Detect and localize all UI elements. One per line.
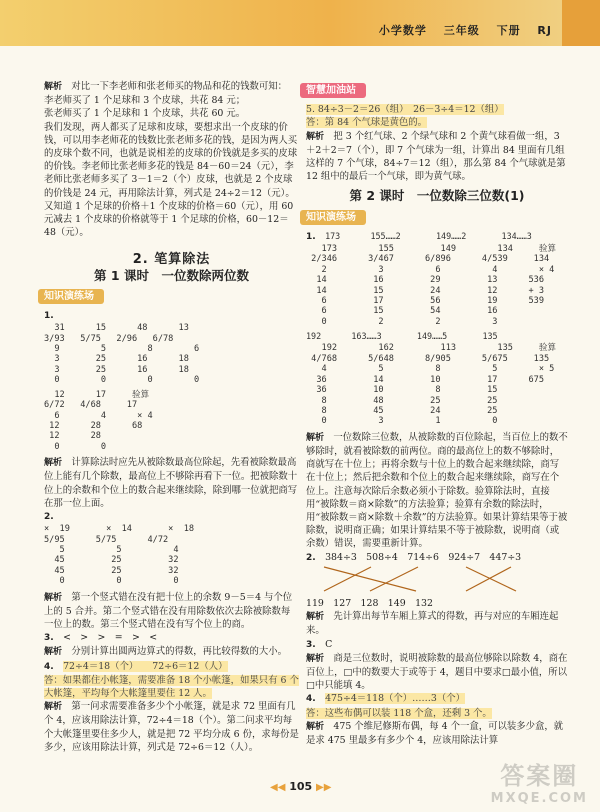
analysis-4: [44, 700, 299, 754]
prev-arrow-icon: ◀◀: [270, 782, 286, 793]
watermark-line-2: MXQE.COM: [490, 791, 588, 806]
analysis-3: [44, 645, 299, 659]
label: 解析: [44, 702, 63, 713]
lesson1-title: 第 1 课时 一位数除两位数: [94, 267, 249, 283]
q4: [44, 660, 299, 674]
match-line: [324, 567, 416, 591]
label: 解析: [306, 721, 325, 732]
r-analysis-top-text: 把 3 个红气球、2 个绿气球和 2 个黄气球看做一组，3＋2＋2＝7（个），即 7 个气球为一组，计算出 84 里面有几组这样的 7 个气球，84÷7＝12（组），那么第 84 个气球就是第 12 组中的最后一个气球，即为黄气球。: [306, 130, 566, 183]
analysis-1-text: 计算除法时应先从被除数最高位除起，先看被除数最高位上能有几个除数，最高位上不够除再看下一位。把被除数十位上的余数和个位上的数合起来继续除，除到哪一位就把商写在那一位上面。: [44, 457, 298, 509]
match-line: [370, 567, 418, 591]
r-q5: 5. 84÷3－2＝26（组） 26－3÷4＝12（组）: [306, 104, 504, 116]
header-term: 下册: [496, 24, 521, 37]
r-analysis-2: [306, 610, 568, 637]
calc-block-1b: 9 5 8 6 3 25 16 18 3 25 16 18 0 0 0 0: [54, 344, 200, 386]
page-header: [367, 22, 552, 38]
right-column: [306, 80, 568, 747]
r-row1-heads: 173 155……2 149……2 134……3: [325, 230, 532, 241]
q4-label: 4.: [44, 661, 54, 672]
bonus-banner: 智慧加油站: [300, 83, 366, 98]
r-q3-text: C: [325, 638, 333, 650]
r-analysis-1: [306, 431, 568, 551]
calc-block-3: × 19 × 14 × 18 5/95 5/75 4/72 5 5 4 45 25 32 45 25 32 0 0 0: [44, 524, 195, 587]
watermark-line-1: 答案圈: [500, 762, 579, 790]
r-q2-items: 384÷3 508÷4 714÷6 924÷7 447÷3: [325, 551, 522, 563]
q4-text-2: 答：如果都住小帐篷，需要准备 18 个小帐篷，如果只有 6 个大帐篷，平均每个大帐篷里要住 12 人。: [44, 674, 299, 699]
q4-text-1: 72÷4＝18（个） 72÷6＝12（人）: [63, 660, 228, 672]
q3-text: < > > = > <: [63, 632, 158, 644]
intro-line-4: 我们发现，两人都买了足球和皮球，要想求出一个皮球的价钱，可以用李老师花的钱数比张老师多花的钱，是因为两人买的皮球个数不同，也就是说相差的皮球的价钱就是多买的皮球的价钱。李老师比张老师多花的钱是 84－60＝24（元），李老师比张老师多买了 3－1＝2（个）皮球，也就是 2 个皮球的价钱是 24 元，再用除法计算，列式是 24÷2＝12（元）。又知道 1 个足球的价格＋1 个皮球的价格＝60（元），用 60 元减去 1 个皮球的价格就等于 1 个足球的价格，60－12＝48（元）。: [44, 121, 298, 239]
r-analysis-4-text: 475 个维尼修斯布偶，每 4 个一盒，可以装多少盒，就是求 475 里最多有多少个 4，应该用除法计算: [306, 720, 564, 746]
r-row2-heads: 192 163……3 149……5 135: [306, 331, 498, 342]
label: 解析: [44, 592, 63, 603]
next-arrow-icon: ▶▶: [316, 782, 332, 793]
intro-line-2: 李老师买了 1 个足球和 3 个皮球，共花 84 元；: [44, 95, 246, 107]
r-q2-bottom: 119 127 128 149 132: [306, 597, 433, 609]
calc-block-2: 12 17 验算 6/72 4/68 17 6 4 × 4 12 28 68 12 28 0 0: [44, 389, 153, 452]
label: 解析: [306, 131, 325, 142]
r-q4: [306, 692, 568, 706]
r-q4-text-2: 答：这些布偶可以装 118 个盒，还剩 3 个。: [306, 707, 492, 719]
matching-lines: [306, 565, 556, 593]
page-number-text: 105: [289, 780, 313, 793]
r-analysis-4: [306, 720, 568, 747]
header-edition: RJ: [537, 24, 552, 37]
intro-analysis: [44, 80, 299, 94]
analysis-2: [44, 591, 299, 632]
label: 解析: [44, 82, 63, 92]
label: 解析: [306, 612, 325, 623]
header-subject: 小学数学: [378, 24, 427, 37]
calc-block-1a: 31 15 48 13 3/93 5/75 2/96 6/78: [44, 323, 189, 344]
analysis-3-text: 分别计算出圆两边算式的得数，再比较得数的大小。: [71, 646, 288, 658]
intro-line-1: 对比一下李老师和张老师买的物品和花的钱数可知：: [71, 81, 288, 92]
page-number: [270, 780, 331, 793]
label: 解析: [44, 458, 63, 469]
r-analysis-top: [306, 130, 568, 184]
analysis-1: [44, 456, 299, 510]
q3: [44, 631, 299, 645]
r-q2-label: 2.: [306, 552, 316, 563]
r-analysis-3: [306, 652, 568, 693]
r-q4-label: 4.: [306, 694, 316, 705]
r-analysis-2-text: 先计算出每节车厢上算式的得数，再与对应的车厢连起来。: [306, 611, 559, 637]
r-q4-text-1: 475÷4＝118（个）……3（个）: [325, 693, 466, 705]
intro-line-3: 张老师买了 1 个足球和 1 个皮球，共花 60 元。: [44, 108, 246, 120]
lesson2-title: 第 2 课时 一位数除三位数(1): [349, 188, 525, 204]
section-title: 2. 笔算除法: [132, 252, 211, 268]
r-analysis-3-text: 商是三位数时，说明被除数的最高位够除以除数 4，商在百位上，□中的数要大于或等于 4，题目中要求□最小值，所以□中只能填 4。: [306, 652, 568, 692]
label: 解析: [306, 653, 325, 664]
q2-label: 2.: [44, 511, 54, 522]
label: 解析: [44, 647, 63, 658]
q1-label: 1.: [44, 311, 54, 322]
r-q5-answer: 答：第 84 个气球是黄色的。: [306, 117, 428, 129]
q3-label: 3.: [44, 633, 54, 644]
r-analysis-1-text: 一位数除三位数，从被除数的百位除起，当百位上的数不够除时，就看被除数的前两位。商的最高位上的数不够除时，商就写在十位上；再将余数与十位上的数合起来继续除，商写在十位上；然后把余数和个位上的数合起来继续除，商写在个位上。注意每次除后余数必须小于除数。验算除法时，直接用“被除数＝商×除数”的方法验算；验算有余数的除法时，用“被除数＝商×除数＋余数”的方法验算。如果计算结果等于被除数，说明商正确；如果计算结果不等于被除数，说明商（或余数）错误，需要重新计算。: [306, 431, 568, 550]
practice-banner-2: 知识演练场: [300, 210, 366, 225]
r-q3-label: 3.: [306, 639, 316, 650]
watermark: [491, 756, 588, 806]
r-calc-block-2: 192 162 113 135 验算 4/768 5/648 8/905 5/675 135 4 5 8 5 × 5 36 14 10 17 675 36 10 8 15 8 48 25 25 8 45 24 25 0 3 1 0: [311, 343, 557, 427]
r-q1-label: 1.: [306, 231, 316, 242]
left-column: [44, 80, 299, 754]
header-grade: 三年级: [443, 24, 480, 37]
match-line: [324, 567, 371, 591]
label: 解析: [306, 432, 325, 443]
header-corner: [562, 0, 600, 46]
analysis-2-text: 第一个竖式错在没有把十位上的余数 9－5＝4 与个位上的 5 合并。第二个竖式错在没有用除数依次去除被除数每一位上的数。第三个竖式错在没有写个位上的商。: [44, 591, 293, 630]
analysis-4-text: 第一问求需要准备多少个小帐篷，就是求 72 里面有几个 4，应该用除法计算，72÷4＝18（个）。第二问求平均每个大帐篷里要住多少人，就是把 72 平均分成 6 份，求每份是多少，应该用除法计算，列式是 72÷6＝12（人）。: [44, 701, 299, 753]
r-q2: [306, 551, 568, 565]
practice-banner: 知识演练场: [38, 289, 104, 304]
r-calc-block-1: 173 155 149 134 验算 2/346 3/467 6/896 4/539 134 2 3 6 4 × 4 14 16 29 13 536 14 15 24 12 + 3 6 17 56 19 539 6 15 54 16 0 2 2 3: [311, 244, 557, 327]
r-q3: [306, 638, 568, 652]
